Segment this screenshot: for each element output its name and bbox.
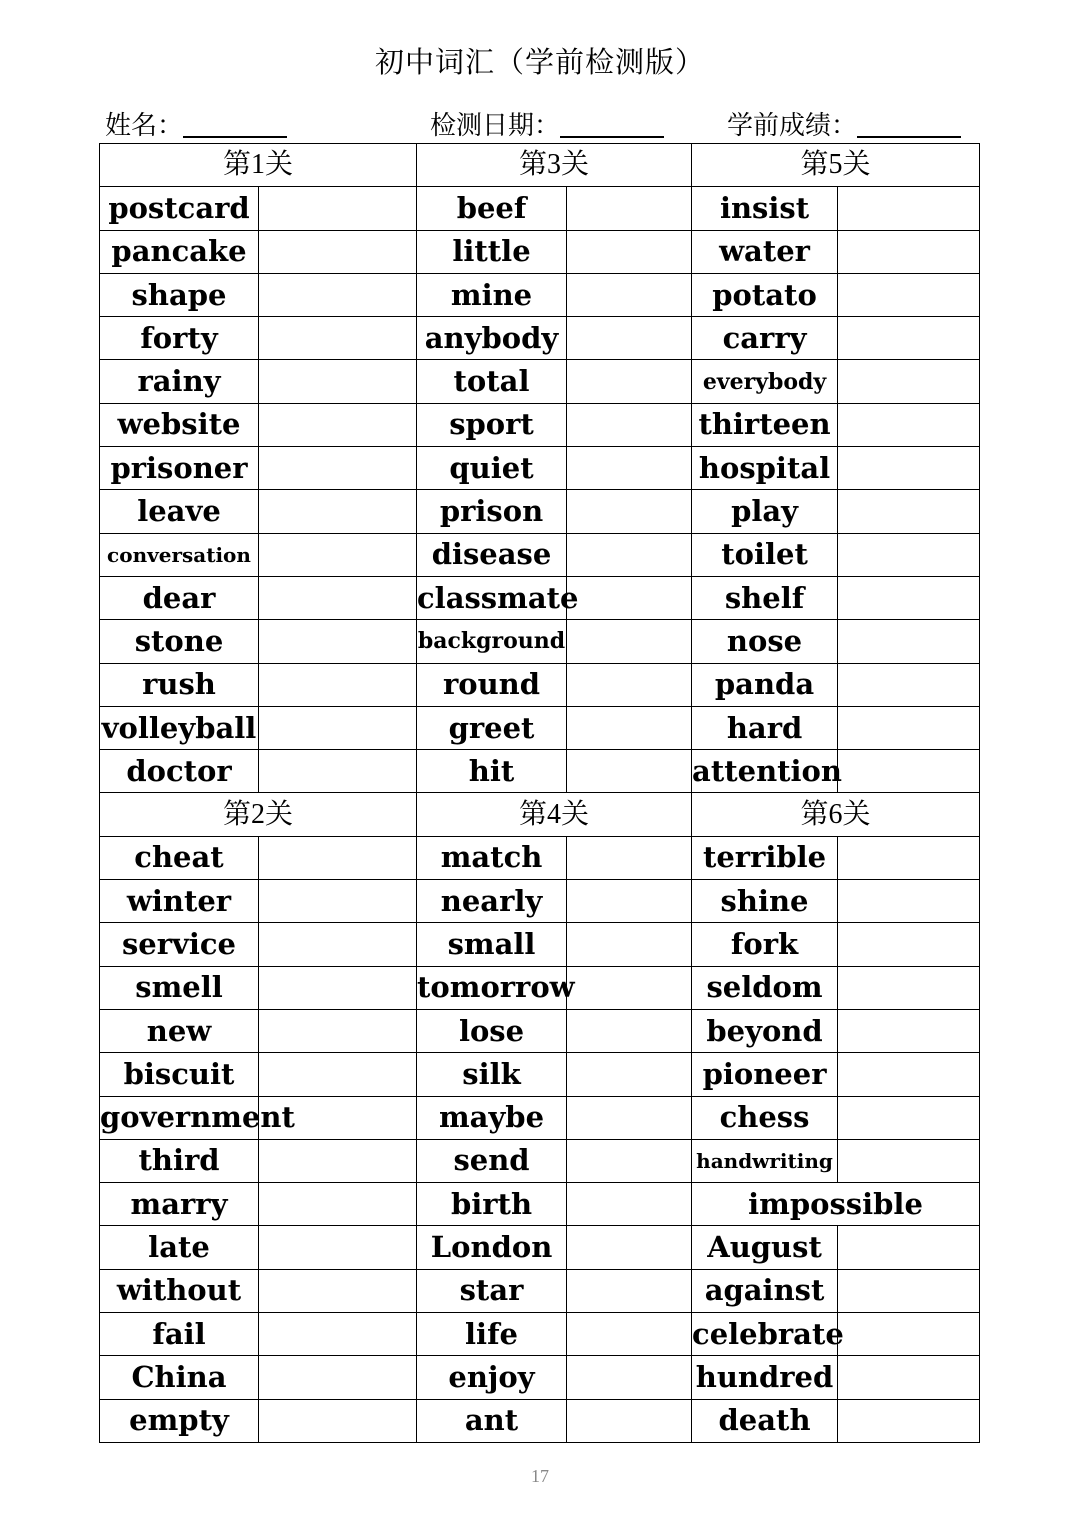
answer-cell[interactable]: [567, 966, 692, 1009]
answer-cell[interactable]: [838, 273, 980, 316]
word-cell: biscuit: [100, 1053, 259, 1096]
answer-cell[interactable]: [567, 1053, 692, 1096]
answer-cell[interactable]: [567, 706, 692, 749]
answer-cell[interactable]: [567, 1269, 692, 1312]
word-cell: pioneer: [692, 1053, 838, 1096]
answer-cell[interactable]: [838, 1053, 980, 1096]
answer-cell[interactable]: [838, 880, 980, 923]
answer-cell[interactable]: [838, 923, 980, 966]
word-cell: terrible: [692, 836, 838, 879]
answer-cell[interactable]: [838, 576, 980, 619]
answer-cell[interactable]: [838, 1399, 980, 1442]
answer-cell[interactable]: [567, 576, 692, 619]
word-cell: London: [417, 1226, 567, 1269]
word-cell: small: [417, 923, 567, 966]
word-cell: stone: [100, 620, 259, 663]
word-cell: leave: [100, 490, 259, 533]
word-cell: classmate: [417, 576, 567, 619]
answer-cell[interactable]: [259, 230, 417, 273]
answer-cell[interactable]: [259, 1183, 417, 1226]
level-header-row: [100, 144, 980, 187]
word-row: [100, 317, 980, 360]
page-title: 初中词汇（学前检测版）: [374, 45, 705, 79]
word-row: [100, 360, 980, 403]
answer-cell[interactable]: [259, 1009, 417, 1052]
answer-cell[interactable]: [567, 360, 692, 403]
answer-cell[interactable]: [567, 490, 692, 533]
word-cell: empty: [100, 1399, 259, 1442]
answer-cell[interactable]: [259, 1139, 417, 1182]
level-heading: 第3关: [417, 144, 692, 187]
answer-cell[interactable]: [259, 403, 417, 446]
word-cell: toilet: [692, 533, 838, 576]
word-cell: greet: [417, 706, 567, 749]
vocabulary-table: [99, 143, 980, 1443]
answer-cell[interactable]: [838, 1096, 980, 1139]
answer-cell[interactable]: [567, 620, 692, 663]
answer-cell[interactable]: [259, 923, 417, 966]
date-label: 检测日期：: [430, 111, 561, 141]
word-row: [100, 1096, 980, 1139]
word-row: [100, 490, 980, 533]
word-cell: beef: [417, 187, 567, 230]
word-cell: fail: [100, 1313, 259, 1356]
answer-cell[interactable]: [567, 273, 692, 316]
word-cell: website: [100, 403, 259, 446]
word-cell: shape: [100, 273, 259, 316]
answer-cell[interactable]: [259, 1356, 417, 1399]
answer-cell[interactable]: [259, 447, 417, 490]
word-row: [100, 273, 980, 316]
answer-cell[interactable]: [567, 836, 692, 879]
word-cell: death: [692, 1399, 838, 1442]
answer-cell[interactable]: [838, 187, 980, 230]
word-cell: birth: [417, 1183, 567, 1226]
word-cell: dear: [100, 576, 259, 619]
word-cell: little: [417, 230, 567, 273]
answer-cell[interactable]: [567, 447, 692, 490]
answer-cell[interactable]: [259, 1269, 417, 1312]
word-cell: China: [100, 1356, 259, 1399]
name-field: [105, 105, 287, 142]
score-blank[interactable]: [857, 110, 961, 138]
answer-cell[interactable]: [838, 403, 980, 446]
answer-cell[interactable]: [838, 966, 980, 1009]
answer-cell[interactable]: [567, 1356, 692, 1399]
answer-cell[interactable]: [259, 576, 417, 619]
page-bottom-margin: [90, 1451, 990, 1463]
word-cell: third: [100, 1139, 259, 1182]
word-cell: hit: [417, 750, 567, 793]
answer-cell[interactable]: [259, 533, 417, 576]
word-cell: disease: [417, 533, 567, 576]
word-cell: postcard: [100, 187, 259, 230]
name-blank[interactable]: [183, 110, 287, 138]
answer-cell[interactable]: [259, 273, 417, 316]
word-cell: life: [417, 1313, 567, 1356]
word-cell: rainy: [100, 360, 259, 403]
name-label: 姓名：: [105, 111, 184, 141]
word-cell: prison: [417, 490, 567, 533]
level-heading: 第5关: [692, 144, 980, 187]
word-row: [100, 1009, 980, 1052]
word-row: [100, 1183, 980, 1226]
answer-cell[interactable]: [567, 1399, 692, 1442]
answer-cell[interactable]: [567, 1096, 692, 1139]
word-row: [100, 576, 980, 619]
answer-cell[interactable]: [259, 663, 417, 706]
word-cell: water: [692, 230, 838, 273]
word-cell: match: [417, 836, 567, 879]
word-cell: tomorrow: [417, 966, 567, 1009]
answer-cell[interactable]: [259, 360, 417, 403]
word-cell: quiet: [417, 447, 567, 490]
word-cell: shine: [692, 880, 838, 923]
word-row: [100, 1269, 980, 1312]
word-cell: doctor: [100, 750, 259, 793]
answer-cell[interactable]: [259, 1313, 417, 1356]
word-cell: lose: [417, 1009, 567, 1052]
answer-cell[interactable]: [259, 1053, 417, 1096]
answer-cell[interactable]: [567, 1313, 692, 1356]
answer-cell[interactable]: [838, 663, 980, 706]
answer-cell[interactable]: [838, 533, 980, 576]
word-row: [100, 533, 980, 576]
word-cell: conversation: [100, 533, 259, 576]
word-row: [100, 403, 980, 446]
date-blank[interactable]: [560, 110, 664, 138]
word-cell: chess: [692, 1096, 838, 1139]
word-cell: pancake: [100, 230, 259, 273]
word-cell: total: [417, 360, 567, 403]
answer-cell[interactable]: [838, 230, 980, 273]
word-cell: government: [100, 1096, 259, 1139]
answer-cell[interactable]: [567, 663, 692, 706]
word-cell: background: [417, 620, 567, 663]
word-row: [100, 750, 980, 793]
word-cell: rush: [100, 663, 259, 706]
word-cell: prisoner: [100, 447, 259, 490]
word-cell: hard: [692, 706, 838, 749]
word-cell: impossible: [692, 1183, 980, 1226]
word-row: [100, 880, 980, 923]
word-row: [100, 1226, 980, 1269]
answer-cell[interactable]: [838, 317, 980, 360]
answer-cell[interactable]: [259, 490, 417, 533]
word-cell: without: [100, 1269, 259, 1312]
answer-cell[interactable]: [259, 620, 417, 663]
score-label: 学前成绩：: [727, 111, 858, 141]
word-cell: play: [692, 490, 838, 533]
word-cell: round: [417, 663, 567, 706]
word-cell: celebrate: [692, 1313, 838, 1356]
word-cell: anybody: [417, 317, 567, 360]
answer-cell[interactable]: [259, 750, 417, 793]
word-cell: carry: [692, 317, 838, 360]
word-cell: fork: [692, 923, 838, 966]
word-row: [100, 187, 980, 230]
word-cell: cheat: [100, 836, 259, 879]
word-cell: August: [692, 1226, 838, 1269]
word-cell: attention: [692, 750, 838, 793]
answer-cell[interactable]: [838, 706, 980, 749]
word-row: [100, 230, 980, 273]
word-row: [100, 1139, 980, 1182]
score-field: [727, 105, 961, 142]
word-cell: smell: [100, 966, 259, 1009]
word-cell: mine: [417, 273, 567, 316]
answer-cell[interactable]: [838, 836, 980, 879]
word-row: [100, 706, 980, 749]
level-heading: 第1关: [100, 144, 417, 187]
level-header-row: [100, 793, 980, 836]
answer-cell[interactable]: [567, 533, 692, 576]
answer-cell[interactable]: [838, 1269, 980, 1312]
word-cell: beyond: [692, 1009, 838, 1052]
word-cell: against: [692, 1269, 838, 1312]
word-cell: nose: [692, 620, 838, 663]
answer-cell[interactable]: [259, 880, 417, 923]
answer-cell[interactable]: [838, 1009, 980, 1052]
answer-cell[interactable]: [567, 230, 692, 273]
answer-cell[interactable]: [838, 447, 980, 490]
answer-cell[interactable]: [838, 1356, 980, 1399]
word-cell: hospital: [692, 447, 838, 490]
word-cell: seldom: [692, 966, 838, 1009]
answer-cell[interactable]: [259, 1399, 417, 1442]
word-cell: volleyball: [100, 706, 259, 749]
word-cell: silk: [417, 1053, 567, 1096]
word-row: [100, 1053, 980, 1096]
word-cell: new: [100, 1009, 259, 1052]
answer-cell[interactable]: [259, 706, 417, 749]
level-heading: 第4关: [417, 793, 692, 836]
answer-cell[interactable]: [567, 923, 692, 966]
word-cell: forty: [100, 317, 259, 360]
word-cell: nearly: [417, 880, 567, 923]
word-cell: winter: [100, 880, 259, 923]
answer-cell[interactable]: [567, 1009, 692, 1052]
answer-cell[interactable]: [567, 880, 692, 923]
word-cell: hundred: [692, 1356, 838, 1399]
answer-cell[interactable]: [567, 1139, 692, 1182]
answer-cell[interactable]: [259, 317, 417, 360]
answer-cell[interactable]: [838, 1226, 980, 1269]
word-row: [100, 1356, 980, 1399]
answer-cell[interactable]: [259, 187, 417, 230]
page-number: 17: [531, 1466, 549, 1486]
answer-cell[interactable]: [838, 360, 980, 403]
word-cell: everybody: [692, 360, 838, 403]
answer-cell[interactable]: [838, 490, 980, 533]
word-row: [100, 1313, 980, 1356]
word-cell: marry: [100, 1183, 259, 1226]
word-cell: star: [417, 1269, 567, 1312]
word-row: [100, 1399, 980, 1442]
word-cell: enjoy: [417, 1356, 567, 1399]
word-row: [100, 620, 980, 663]
word-cell: panda: [692, 663, 838, 706]
word-row: [100, 663, 980, 706]
word-cell: thirteen: [692, 403, 838, 446]
word-cell: shelf: [692, 576, 838, 619]
word-cell: ant: [417, 1399, 567, 1442]
word-row: [100, 836, 980, 879]
level-heading: 第6关: [692, 793, 980, 836]
word-cell: service: [100, 923, 259, 966]
word-row: [100, 923, 980, 966]
answer-cell[interactable]: [838, 750, 980, 793]
word-cell: handwriting: [692, 1139, 838, 1182]
answer-cell[interactable]: [567, 187, 692, 230]
level-heading: 第2关: [100, 793, 417, 836]
answer-cell[interactable]: [259, 836, 417, 879]
word-cell: send: [417, 1139, 567, 1182]
answer-cell[interactable]: [838, 1313, 980, 1356]
word-cell: maybe: [417, 1096, 567, 1139]
word-cell: insist: [692, 187, 838, 230]
answer-cell[interactable]: [838, 1139, 980, 1182]
date-field: [430, 105, 664, 142]
answer-cell[interactable]: [567, 403, 692, 446]
answer-cell[interactable]: [567, 317, 692, 360]
word-cell: potato: [692, 273, 838, 316]
word-row: [100, 447, 980, 490]
word-row: [100, 966, 980, 1009]
answer-cell[interactable]: [567, 1183, 692, 1226]
answer-cell[interactable]: [567, 1226, 692, 1269]
word-cell: sport: [417, 403, 567, 446]
answer-cell[interactable]: [567, 750, 692, 793]
answer-cell[interactable]: [259, 1226, 417, 1269]
answer-cell[interactable]: [259, 966, 417, 1009]
answer-cell[interactable]: [838, 620, 980, 663]
word-cell: late: [100, 1226, 259, 1269]
